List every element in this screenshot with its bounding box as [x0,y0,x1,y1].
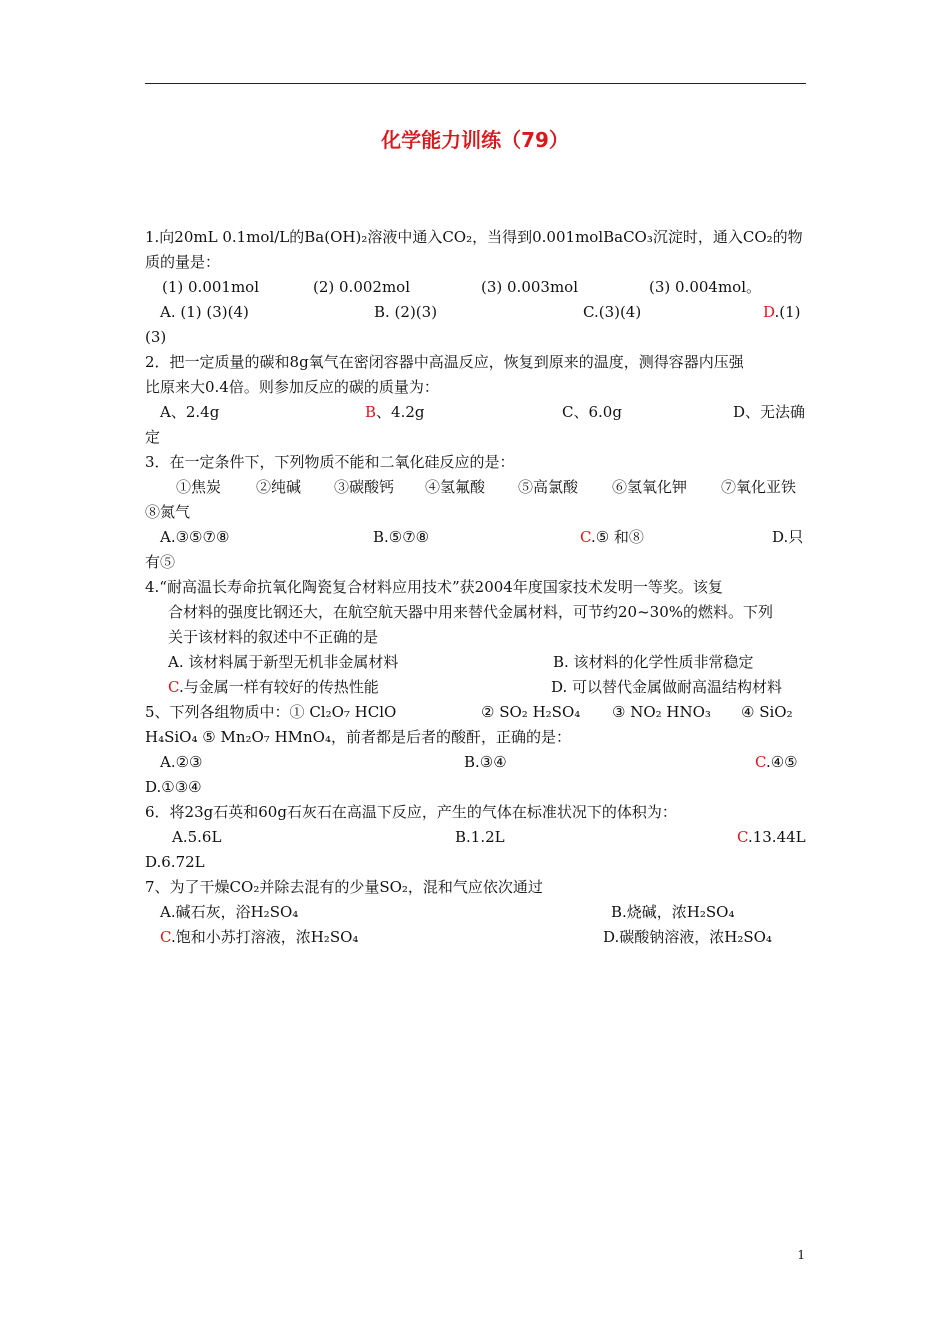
q1-option-d: D.(1) [763,303,801,321]
q3-option-d-wrap: 有⑤ [145,553,176,571]
q2-stem-line2: 比原来大0.4倍。则参加反应的碳的质量为： [145,378,439,396]
q3-option-c: C.⑤ 和⑧ [580,528,644,546]
q4-stem-line3: 关于该材料的叙述中不正确的是 [168,628,379,646]
q2-option-a: A、2.4g [160,403,220,421]
q6-answer-mark: C [737,828,748,846]
q1-option-a: A. (1) (3)(4) [160,303,249,321]
q5-stem-part3: ③ NO₂ HNO₃ [612,703,711,721]
page-title: 化学能力训练（79） [381,128,569,152]
q6-stem: 6．将23g石英和60g石灰石在高温下反应，产生的气体在标准状况下的体积为： [145,803,677,821]
q1-item-3: (3) 0.003mol [481,278,579,296]
q1-stem-line1: 1.向20mL 0.1mol/L的Ba(OH)₂溶液中通入CO₂，当得到0.001molBaCO₃沉淀时，通入CO₂的物 [145,228,803,246]
q3-option-b: B.⑤⑦⑧ [373,528,430,546]
q7-option-b: B.烧碱，浓H₂SO₄ [611,903,735,921]
q3-item-7: ⑦氧化亚铁 [721,478,797,496]
q4-answer-mark: C [168,678,179,696]
q3-option-a: A.③⑤⑦⑧ [160,528,230,546]
q7-answer-mark: C [160,928,171,946]
page-number: 1 [797,1248,805,1262]
q3-item-8: ⑧氮气 [145,503,191,521]
q7-stem: 7、为了干燥CO₂并除去混有的少量SO₂，混和气应依次通过 [145,878,543,896]
q6-option-c: C.13.44L [737,828,806,846]
q3-option-d: D.只 [772,528,804,546]
q1-item-1: (1) 0.001mol [162,278,260,296]
q4-option-d: D. 可以替代金属做耐高温结构材料 [551,678,783,696]
q1-stem-line2: 质的量是： [145,253,221,271]
q1-option-c: C.(3)(4) [583,303,642,321]
q4-option-c: C.与金属一样有较好的传热性能 [168,678,379,696]
q5-option-a: A.②③ [160,753,203,771]
q3-stem: 3．在一定条件下，下列物质不能和二氧化硅反应的是： [145,453,515,471]
q1-option-b: B. (2)(3) [374,303,438,321]
q1-option-d-wrap: (3) [145,328,167,346]
q4-option-a: A. 该材料属于新型无机非金属材料 [168,653,399,671]
q5-option-b: B.③④ [464,753,507,771]
q2-option-d-wrap: 定 [145,428,161,446]
q2-answer-mark: B [365,403,377,421]
q3-answer-mark: C [580,528,591,546]
q5-stem-part1: 5、下列各组物质中：① Cl₂O₇ HClO [145,703,397,721]
q3-item-1: ①焦炭 [176,478,222,496]
q1-item-4: (3) 0.004mol。 [649,278,762,296]
q2-option-b: B、4.2g [365,403,425,421]
q2-stem-line1: 2．把一定质量的碳和8g氧气在密闭容器中高温反应，恢复到原来的温度，测得容器内压强 [145,353,744,371]
q4-option-b: B. 该材料的化学性质非常稳定 [553,653,754,671]
q7-option-d: D.碳酸钠溶液，浓H₂SO₄ [603,928,772,946]
q5-option-d: D.①③④ [145,778,202,796]
q5-stem-part2: ② SO₂ H₂SO₄ [481,703,581,721]
q5-answer-mark: C [755,753,766,771]
q3-item-4: ④氢氟酸 [425,478,486,496]
q5-stem-part4: ④ SiO₂ [741,703,793,721]
q3-item-3: ③碳酸钙 [334,478,395,496]
q2-option-d: D、无法确 [733,403,806,421]
header-rule [145,83,806,84]
q1-item-2: (2) 0.002mol [313,278,411,296]
q6-option-a: A.5.6L [172,828,222,846]
q5-stem-line2: H₄SiO₄ ⑤ Mn₂O₇ HMnO₄，前者都是后者的酸酐，正确的是： [145,728,571,746]
q1-answer-mark: D [763,303,775,321]
q5-option-c: C.④⑤ [755,753,798,771]
q4-stem-line2: 合材料的强度比钢还大，在航空航天器中用来替代金属材料，可节约20~30%的燃料。下列 [168,603,773,621]
q2-option-c: C、6.0g [562,403,622,421]
q6-option-b: B.1.2L [455,828,505,846]
q3-item-2: ②纯碱 [256,478,302,496]
q7-option-c: C.饱和小苏打溶液，浓H₂SO₄ [160,928,359,946]
q6-option-d: D.6.72L [145,853,205,871]
q4-stem-line1: 4.“耐高温长寿命抗氧化陶瓷复合材料应用技术”获2004年度国家技术发明一等奖。该复 [145,578,723,596]
q3-item-5: ⑤高氯酸 [518,478,579,496]
q3-item-6: ⑥氢氧化钾 [612,478,688,496]
q7-option-a: A.碱石灰，浴H₂SO₄ [160,903,299,921]
